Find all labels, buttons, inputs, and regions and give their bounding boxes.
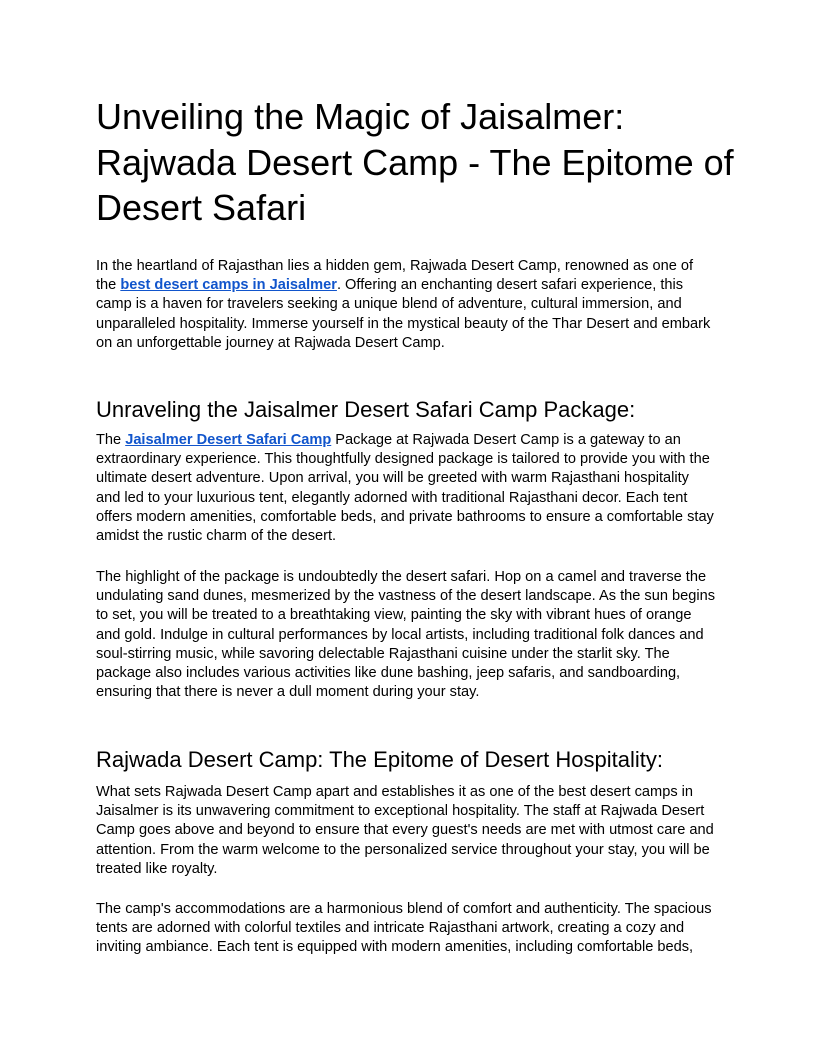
title-line: Rajwada Desert Camp - The Epitome of <box>96 141 734 183</box>
text-line: and gold. Indulge in cultural performances by local artists, including traditional folk dances and <box>96 626 704 643</box>
text-line: on an unforgettable journey at Rajwada Desert Camp. <box>96 334 445 351</box>
text-line: camp is a haven for travelers seeking a unique blend of adventure, cultural immersion, and <box>96 296 682 313</box>
section2-paragraph-1 <box>96 783 736 879</box>
title-line: Desert Safari <box>96 187 307 228</box>
section-heading: Rajwada Desert Camp: The Epitome of Desert Hospitality: <box>96 747 663 772</box>
section1-paragraph-2 <box>96 568 736 702</box>
text-line: to set, you will be treated to a breathtaking view, painting the sky with vibrant hues of orange <box>96 607 692 624</box>
text: The <box>96 432 126 448</box>
text-line: The highlight of the package is undoubtedly the desert safari. Hop on a camel and traverse the <box>96 569 707 585</box>
text-line: undulating sand dunes, mesmerized by the vastness of the desert landscape. As the sun begins <box>96 588 716 605</box>
title-line: Unveiling the Magic of Jaisalmer: <box>96 96 625 137</box>
section-heading: Unraveling the Jaisalmer Desert Safari Camp Package: <box>96 397 636 422</box>
text: the <box>96 277 121 294</box>
text-line: The camp's accommodations are a harmonious blend of comfort and authenticity. The spacious <box>96 901 712 917</box>
text-line <box>96 276 736 295</box>
section1-paragraph-1 <box>96 431 736 546</box>
text-line <box>96 431 736 450</box>
text: . Offering an enchanting desert safari experience, this <box>336 277 684 294</box>
text-line: ultimate desert adventure. Upon arrival, you will be greeted with warm Rajasthani hospitality <box>96 470 689 487</box>
text-line: package also includes various activities like dune bashing, jeep safaris, and sandboarding, <box>96 665 681 682</box>
section2-paragraph-2 <box>96 900 736 958</box>
text-line: attention. From the warm welcome to the personalized service throughout your stay, you will be <box>96 841 710 858</box>
text-line: unparalleled hospitality. Immerse yourself in the mystical beauty of the Thar Desert and embark <box>96 315 711 332</box>
best-desert-camps-link[interactable]: best desert camps in Jaisalmer <box>120 277 337 294</box>
text-line: ensuring that there is never a dull moment during your stay. <box>96 684 480 701</box>
text-line: and led to your luxurious tent, elegantly adorned with traditional Rajasthani decor. Each tent <box>96 489 688 506</box>
text-line: In the heartland of Rajasthan lies a hidden gem, Rajwada Desert Camp, renowned as one of <box>96 258 694 274</box>
text-line: amidst the rustic charm of the desert. <box>96 528 337 545</box>
text-line: What sets Rajwada Desert Camp apart and establishes it as one of the best desert camps in <box>96 784 694 800</box>
page-title <box>96 94 736 231</box>
text-line: Jaisalmer is its unwavering commitment to exceptional hospitality. The staff at Rajwada Desert <box>96 803 705 820</box>
text-line: inviting ambiance. Each tent is equipped with modern amenities, including comfortable beds, <box>96 939 694 956</box>
text-line: extraordinary experience. This thoughtfully designed package is tailored to provide you with the <box>96 451 710 468</box>
text-line: soul-stirring music, while savoring delectable Rajasthani cuisine under the starlit sky. The <box>96 645 670 662</box>
text-line: tents are adorned with colorful textiles and intricate Rajasthani artwork, creating a cozy and <box>96 920 685 937</box>
text-line: offers modern amenities, comfortable beds, and private bathrooms to ensure a comfortable stay <box>96 508 714 525</box>
intro-paragraph <box>96 257 736 353</box>
desert-safari-camp-link[interactable]: Jaisalmer Desert Safari Camp <box>125 432 332 448</box>
text-line: Camp goes above and beyond to ensure that every guest's needs are met with utmost care and <box>96 822 714 839</box>
text: Package at Rajwada Desert Camp is a gateway to an <box>331 432 681 448</box>
text-line: treated like royalty. <box>96 860 218 877</box>
